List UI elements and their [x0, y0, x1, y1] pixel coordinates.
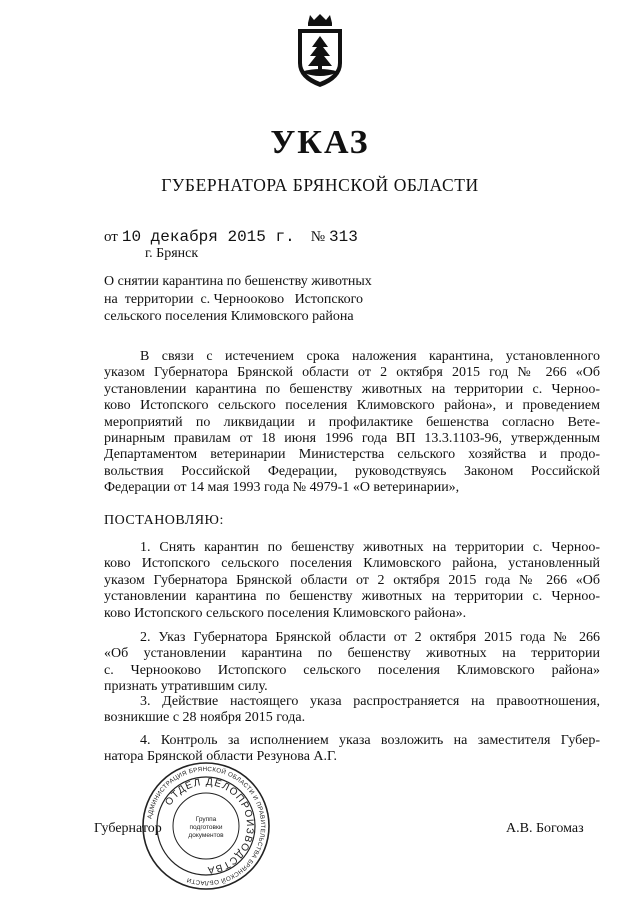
paragraph-line: установлении карантина по бешенству животных на территории с. Черноо- — [104, 589, 600, 605]
heading-line: на территории с. Чернооково Истопского — [104, 291, 364, 307]
paragraph-line: установлении карантина по бешенству животных на территории с. Черноо- — [104, 381, 600, 397]
preamble-paragraph — [104, 349, 600, 497]
number-value: 313 — [329, 228, 358, 246]
heading-line: сельского поселения Климовского района — [104, 309, 354, 324]
paragraph-line: 3. Действие настоящего указа распространяется на правоотношения, — [140, 694, 600, 709]
paragraph-line: мероприятий по ликвидации и профилактике бешенства согласно Ветe- — [104, 414, 600, 430]
paragraph-line: ково Истопского сельского поселения Климовского района, установленный — [104, 556, 600, 572]
document-heading — [104, 273, 372, 326]
paragraph-line: Департаментом ветеринарии Министерства сельского хозяйства и продо- — [104, 447, 600, 463]
paragraph-line: В связи с истечением срока наложения карантина, установленного — [140, 349, 600, 364]
paragraph-line: ково Истопского сельского поселения Климовского района», и проведением — [104, 398, 600, 414]
decree-item-3 — [104, 694, 600, 727]
paragraph-line: ково Истопского сельского поселения Климовского района». — [104, 605, 467, 621]
paragraph-line: 2. Указ Губернатора Брянской области от 2 октября 2015 года № 266 — [140, 630, 600, 645]
paragraph-line: возникшие с 28 ноября 2015 года. — [104, 710, 306, 726]
document-subtitle: ГУБЕРНАТОРА БРЯНСКОЙ ОБЛАСТИ — [161, 175, 479, 195]
paragraph-line: вольствия Российской Федерации, руководствуясь Законом Российской — [104, 463, 600, 479]
paragraph-line: ринарным правилам от 18 июня 1996 года ВП 13.3.1103-96, утвержденным — [104, 431, 600, 447]
paragraph-line: натора Брянской области Резунова А.Г. — [104, 749, 338, 765]
paragraph-line: 1. Снять карантин по бешенству животных на территории с. Черноо- — [140, 540, 600, 555]
number-sign: № — [310, 229, 325, 245]
signature-name: А.В. Богомаз — [506, 821, 584, 836]
city-line: г. Брянск — [145, 246, 199, 261]
svg-text:Группа: Группа — [195, 816, 217, 823]
signature-title: Губернатор — [94, 821, 162, 836]
stamp-inner-text: ОТДЕЛ ДЕЛОПРОИЗВОДСТВА — [163, 776, 256, 876]
decree-word: ПОСТАНОВЛЯЮ: — [104, 513, 224, 528]
paragraph-line: указом Губернатора Брянской области от 2 октября 2015 год № 266 «Об — [104, 365, 600, 381]
paragraph-line: с. Чернооково Истопского сельского поселения Климовского района» — [104, 662, 600, 678]
stamp-outer-text: АДМИНИСТРАЦИЯ БРЯНСКОЙ ОБЛАСТИ И ПРАВИТЕЛЬСТВА БРЯНСКОЙ ОБЛАСТИ — [146, 765, 267, 887]
svg-text:документов: документов — [188, 832, 224, 839]
date-number-line — [104, 226, 358, 248]
office-stamp — [140, 760, 272, 892]
paragraph-line: признать утратившим силу. — [104, 679, 268, 695]
paragraph-line: 4. Контроль за исполнением указа возложить на заместителя Губер- — [140, 733, 600, 748]
date-value: 10 декабря 2015 г. — [121, 228, 295, 246]
document-title: УКАЗ — [270, 124, 370, 161]
paragraph-line: указом Губернатора Брянской области от 2 октября 2015 года № 266 «Об — [104, 572, 600, 588]
paragraph-line: «Об установлении карантина по бешенству животных на территории — [104, 646, 600, 662]
decree-item-1 — [104, 540, 600, 622]
date-prefix: от — [104, 229, 118, 245]
coat-of-arms-emblem — [292, 13, 348, 89]
heading-line: О снятии карантина по бешенству животных — [104, 274, 372, 289]
svg-text:подготовки: подготовки — [189, 824, 223, 831]
paragraph-line: Федерации от 14 мая 1993 года № 4979-1 «О ветеринарии», — [104, 480, 460, 496]
decree-item-2 — [104, 630, 600, 696]
